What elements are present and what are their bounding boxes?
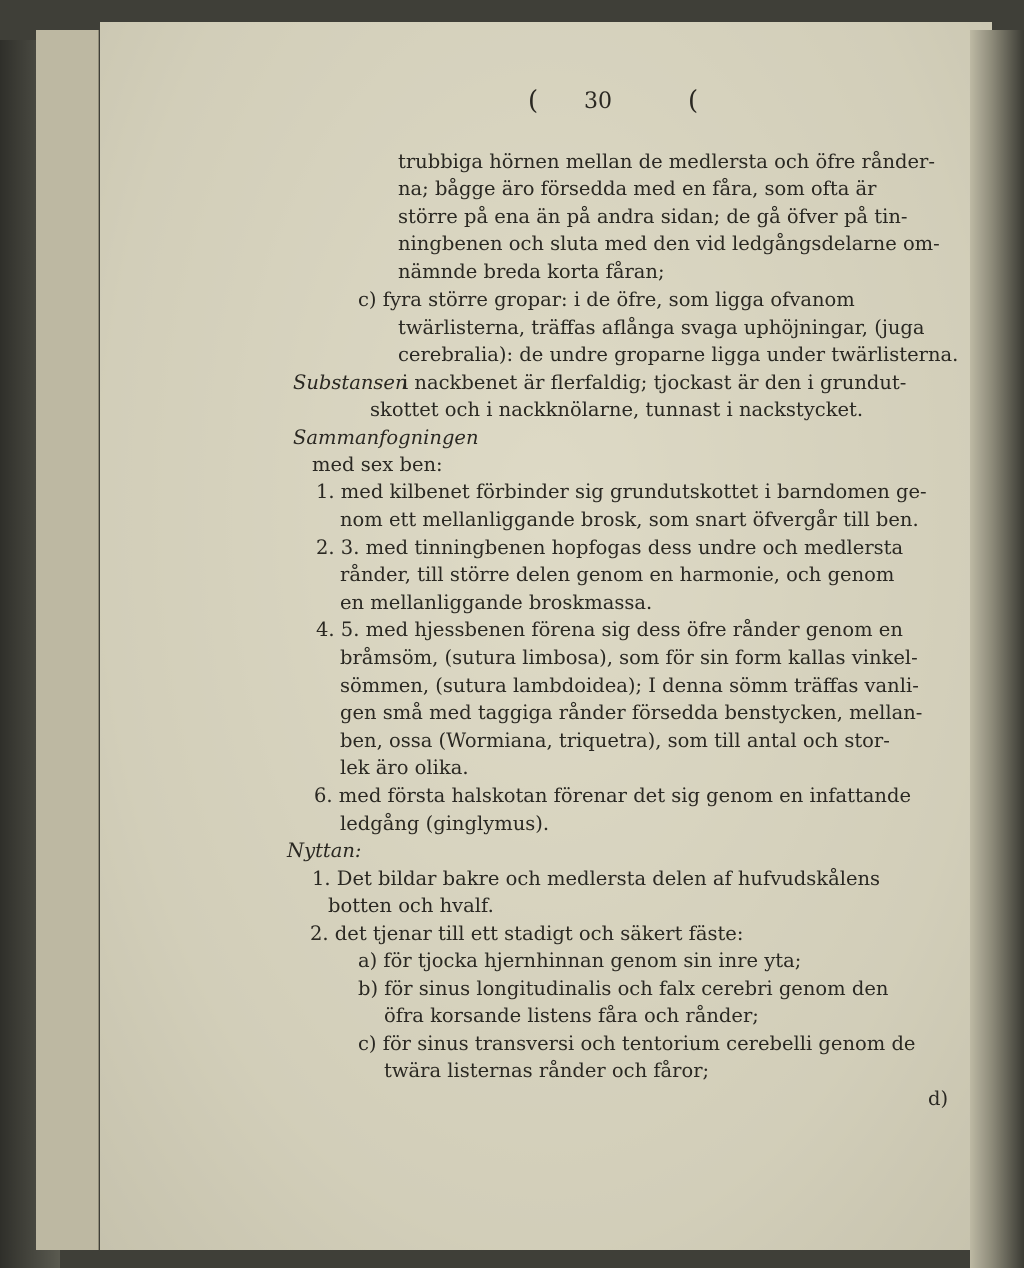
text-line: i nackbenet är flerfaldig; tjockast är den i grundut-: [402, 371, 907, 394]
text-line: 2. 3. med tinningbenen hopfogas dess undre och medlersta: [316, 536, 904, 559]
text-line: större på ena än på andra sidan; de gå öfver på tin-: [398, 205, 908, 228]
text-line: twära listernas rånder och fåror;: [384, 1059, 710, 1082]
text-line: 2. det tjenar till ett stadigt och säkert fäste:: [310, 922, 744, 945]
text-line: nämnde breda korta fåran;: [398, 260, 665, 283]
text-line: med sex ben:: [312, 453, 443, 476]
page-fold-shadow: [970, 30, 1024, 1268]
text-line: öfra korsande listens fåra och rånder;: [384, 1004, 759, 1027]
page-number: 30: [584, 89, 612, 114]
text-line: trubbiga hörnen mellan de medlersta och öfre rånder-: [398, 150, 935, 173]
text-line: b) för sinus longitudinalis och falx cerebri genom den: [358, 977, 889, 1000]
text-line: sömmen, (sutura lambdoidea); I denna sömm träffas vanli-: [340, 674, 919, 697]
text-line: botten och hvalf.: [328, 894, 494, 917]
text-line: 4. 5. med hjessbenen förena sig dess öfre rånder genom en: [316, 618, 903, 641]
text-line: a) för tjocka hjernhinnan genom sin inre yta;: [358, 949, 802, 972]
text-line: ningbenen och sluta med den vid ledgångsdelarne om-: [398, 232, 940, 255]
text-line: Sammanfogningen: [293, 426, 479, 449]
header-left-mark: (: [528, 86, 539, 116]
text-line: bråmsöm, (sutura limbosa), som för sin form kallas vinkel-: [340, 646, 918, 669]
text-line: en mellanliggande broskmassa.: [340, 591, 653, 614]
text-line: c) fyra större gropar: i de öfre, som ligga ofvanom: [358, 288, 855, 311]
text-line: c) för sinus transversi och tentorium cerebelli genom de: [358, 1032, 916, 1055]
text-line: lek äro olika.: [340, 756, 469, 779]
text-line: 1. Det bildar bakre och medlersta delen af hufvudskålens: [312, 867, 881, 890]
text-line: cerebralia): de undre groparne ligga under twärlisterna.: [398, 343, 959, 366]
text-line: ben, ossa (Wormiana, triquetra), som till antal och stor-: [340, 729, 890, 752]
text-line: Substansen: [293, 371, 408, 394]
text-line: twärlisterna, träffas aflånga svaga uphöjningar, (juga: [398, 316, 925, 339]
header-right-mark: (: [688, 86, 699, 116]
text-line: gen små med taggiga rånder försedda benstycken, mellan-: [340, 701, 923, 724]
text-line: d): [928, 1087, 949, 1110]
text-line: nom ett mellanliggande brosk, som snart öfvergår till ben.: [340, 508, 919, 531]
text-line: 6. med första halskotan förenar det sig genom en infattande: [314, 784, 911, 807]
text-line: skottet och i nackknölarne, tunnast i nackstycket.: [370, 398, 864, 421]
text-line: 1. med kilbenet förbinder sig grundutskottet i barndomen ge-: [316, 480, 927, 503]
text-line: rånder, till större delen genom en harmonie, och genom: [340, 563, 895, 586]
text-line: ledgång (ginglymus).: [340, 812, 550, 835]
text-line: na; bågge äro försedda med en fåra, som ofta är: [398, 177, 877, 200]
text-line: Nyttan:: [287, 839, 362, 862]
page-header: [0, 86, 1024, 126]
